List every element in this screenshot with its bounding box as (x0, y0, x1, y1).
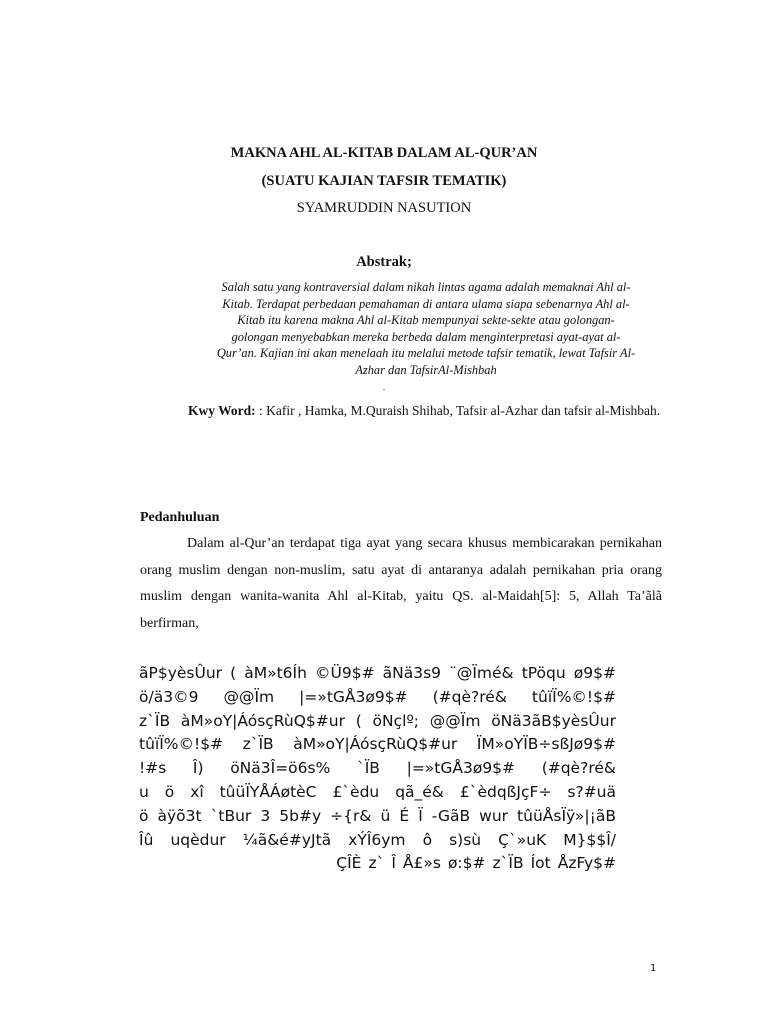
arabic-verse-word: öNä3Î=ö6s% (230, 759, 331, 778)
arabic-verse-line (139, 805, 616, 829)
arabic-verse-word: tûïÏ%©!$# (531, 687, 616, 706)
keywords-text: : Kafir , Hamka, M.Quraish Shihab, Tafsir al-Azhar dan tafsir al-Mishbah. (255, 403, 661, 418)
arabic-verse-word: z`ÏB (492, 854, 524, 873)
arabic-verse-word: @@Ïm (223, 687, 275, 706)
keywords-paragraph (140, 396, 663, 425)
arabic-verse-word: !#s (139, 759, 167, 778)
arabic-verse-word: tPöqu (521, 664, 566, 682)
arabic-verse-line (139, 733, 616, 757)
arabic-verse-word: ö/ä3©9 (139, 687, 199, 706)
arabic-verse-word: £`èdqßJçF÷ (459, 782, 552, 801)
abstract-body (186, 279, 666, 379)
abstract-line: Azhar dan TafsirAl-Mishbah (355, 362, 497, 377)
author-name: SYAMRUDDIN NASUTION (296, 200, 472, 216)
arabic-verse-line (139, 662, 616, 686)
arabic-verse-word: ÅzFy$# (557, 854, 616, 873)
arabic-verse-word: Îû (139, 830, 154, 849)
arabic-verse-word: s?#uä (567, 782, 616, 801)
arabic-verse-word: ( (355, 711, 362, 730)
arabic-verse-word: tûïÏ%©!$# (139, 735, 224, 754)
abstract-line: Kitab. Terdapat perbedaan pemahaman di antara ulama siapa sebenarnya Ahl al- (222, 296, 630, 311)
arabic-verse-word: Íot (530, 854, 551, 873)
arabic-verse-word: ô (422, 830, 433, 849)
arabic-verse-word: ö (164, 782, 175, 801)
arabic-verse-word: wur (479, 806, 509, 825)
arabic-verse-word: tûüÅsÏÿ»|¡ãB (517, 806, 616, 825)
arabic-verse-word: £`èdu (332, 782, 380, 801)
abstract-heading: Abstrak; (356, 254, 412, 270)
arabic-verse-word: ©Ü9$# (315, 664, 375, 682)
arabic-verse-word: Ï (418, 806, 423, 825)
arabic-verse-word: z`ÏB (242, 735, 274, 754)
arabic-verse-word: öNçlº; (372, 711, 419, 730)
arabic-verse-word: z`ÏB (139, 711, 171, 730)
arabic-verse-word: qã_é& (395, 782, 444, 801)
arabic-verse-word: ø:$# (447, 854, 486, 873)
arabic-verse-word: u (139, 782, 149, 801)
arabic-verse-line (139, 710, 616, 734)
arabic-verse-line (139, 852, 616, 876)
arabic-verse-word: M}$$Î/ (563, 830, 616, 849)
arabic-verse-word: ü (380, 806, 391, 825)
intro-paragraph: Dalam al-Qur’an terdapat tiga ayat yang secara khusus membicarakan pernikahan orang muslim dengan non-muslim, satu ayat di antaranya adalah pernikahan pria orang muslim dengan wanita-wanita Ahl al-Kitab, yaitu QS. al-Maidah[5]: 5, Allah Ta’ãlã berfirman, (140, 536, 662, 631)
arabic-verse-line (139, 781, 616, 805)
arabic-verse-word: Î) (192, 759, 204, 778)
article-title-line2: (SUATU KAJIAN TAFSIR TEMATIK) (261, 173, 507, 189)
keywords-label: Kwy Word: (188, 403, 256, 418)
arabic-verse-word: -GãB (431, 806, 471, 825)
arabic-verse-word: ÷{r& (330, 806, 372, 825)
arabic-verse-word: 3 (260, 806, 271, 825)
arabic-verse-word: `tBur (210, 806, 252, 825)
arabic-verse-word: É (399, 806, 410, 825)
abstract-line: Qur’an. Kajian ini akan menelaah itu melalui metode tafsir tematik, lewat Tafsir Al- (216, 346, 636, 361)
arabic-verse-word: ÇÎÈ (336, 854, 362, 873)
arabic-verse-word: z` (368, 854, 385, 873)
abstract-trailing-dot: . (382, 382, 386, 392)
arabic-verse-word: xî (190, 782, 204, 801)
page-number: 1 (650, 963, 657, 974)
arabic-verse-word: ãP$yèsÛur (139, 664, 223, 682)
arabic-verse-word: àM»oY|ÁósçRùQ$#ur (180, 711, 345, 730)
section-heading: Pedanhuluan (140, 510, 220, 525)
arabic-verse-word: s)sù (449, 830, 482, 849)
arabic-verse-word: Å£»s (402, 854, 441, 873)
arabic-verse-word: Ç`»uK (498, 830, 547, 849)
arabic-verse-word: àÿõ3t (157, 806, 202, 825)
arabic-verse-word: ( (230, 664, 237, 682)
abstract-line: Salah satu yang kontraversial dalam nikah lintas agama adalah memaknai Ahl al- (221, 280, 631, 294)
arabic-verse-word: ø9$# (573, 664, 616, 682)
arabic-verse-line (139, 757, 616, 781)
abstract-line: golongan menyebabkan mereka berbeda dalam menginterpretasi ayat-ayat al- (231, 329, 621, 344)
arabic-verse-line (139, 686, 616, 710)
arabic-verse-word: Î (391, 854, 396, 873)
arabic-verse-word: |=»tGÅ3ø9$# (406, 759, 516, 778)
arabic-verse-block (139, 662, 616, 876)
arabic-verse-word: ö (139, 806, 149, 825)
article-title-line1: MAKNA AHL AL-KITAB DALAM AL-QUR’AN (230, 145, 538, 161)
abstract-line: Kitab itu karena makna Ahl al-Kitab mempunyai sekte-sekte atau golongan- (237, 313, 615, 328)
arabic-verse-word: |=»tGÅ3ø9$# (299, 687, 408, 706)
arabic-verse-word: uqèdur (170, 830, 226, 849)
arabic-verse-word: ãNä3s9 (382, 664, 442, 682)
arabic-verse-word: (#qè?ré& (432, 687, 507, 706)
arabic-verse-word: @@Ïm (429, 711, 481, 730)
arabic-verse-word: tûüÏYÅÁøtèC (219, 782, 317, 801)
arabic-verse-word: àM»oY|ÁósçRùQ$#ur (293, 735, 458, 754)
arabic-verse-word: ÏM»oYÏB÷sßJø9$# (476, 735, 616, 754)
arabic-verse-word: ¨@Ïmé& (449, 664, 514, 682)
arabic-verse-word: 5b#y (279, 806, 322, 825)
arabic-verse-word: àM»t6Íh (244, 664, 307, 682)
arabic-verse-word: öNä3ãB$yèsÛur (491, 711, 616, 730)
arabic-verse-word: `ÏB (356, 759, 380, 778)
arabic-verse-word: (#qè?ré& (541, 759, 616, 778)
arabic-verse-word: ¼ã&é#yJtã (242, 830, 332, 849)
arabic-verse-word: xÝÎ6ym (348, 830, 406, 849)
arabic-verse-line (139, 829, 616, 853)
